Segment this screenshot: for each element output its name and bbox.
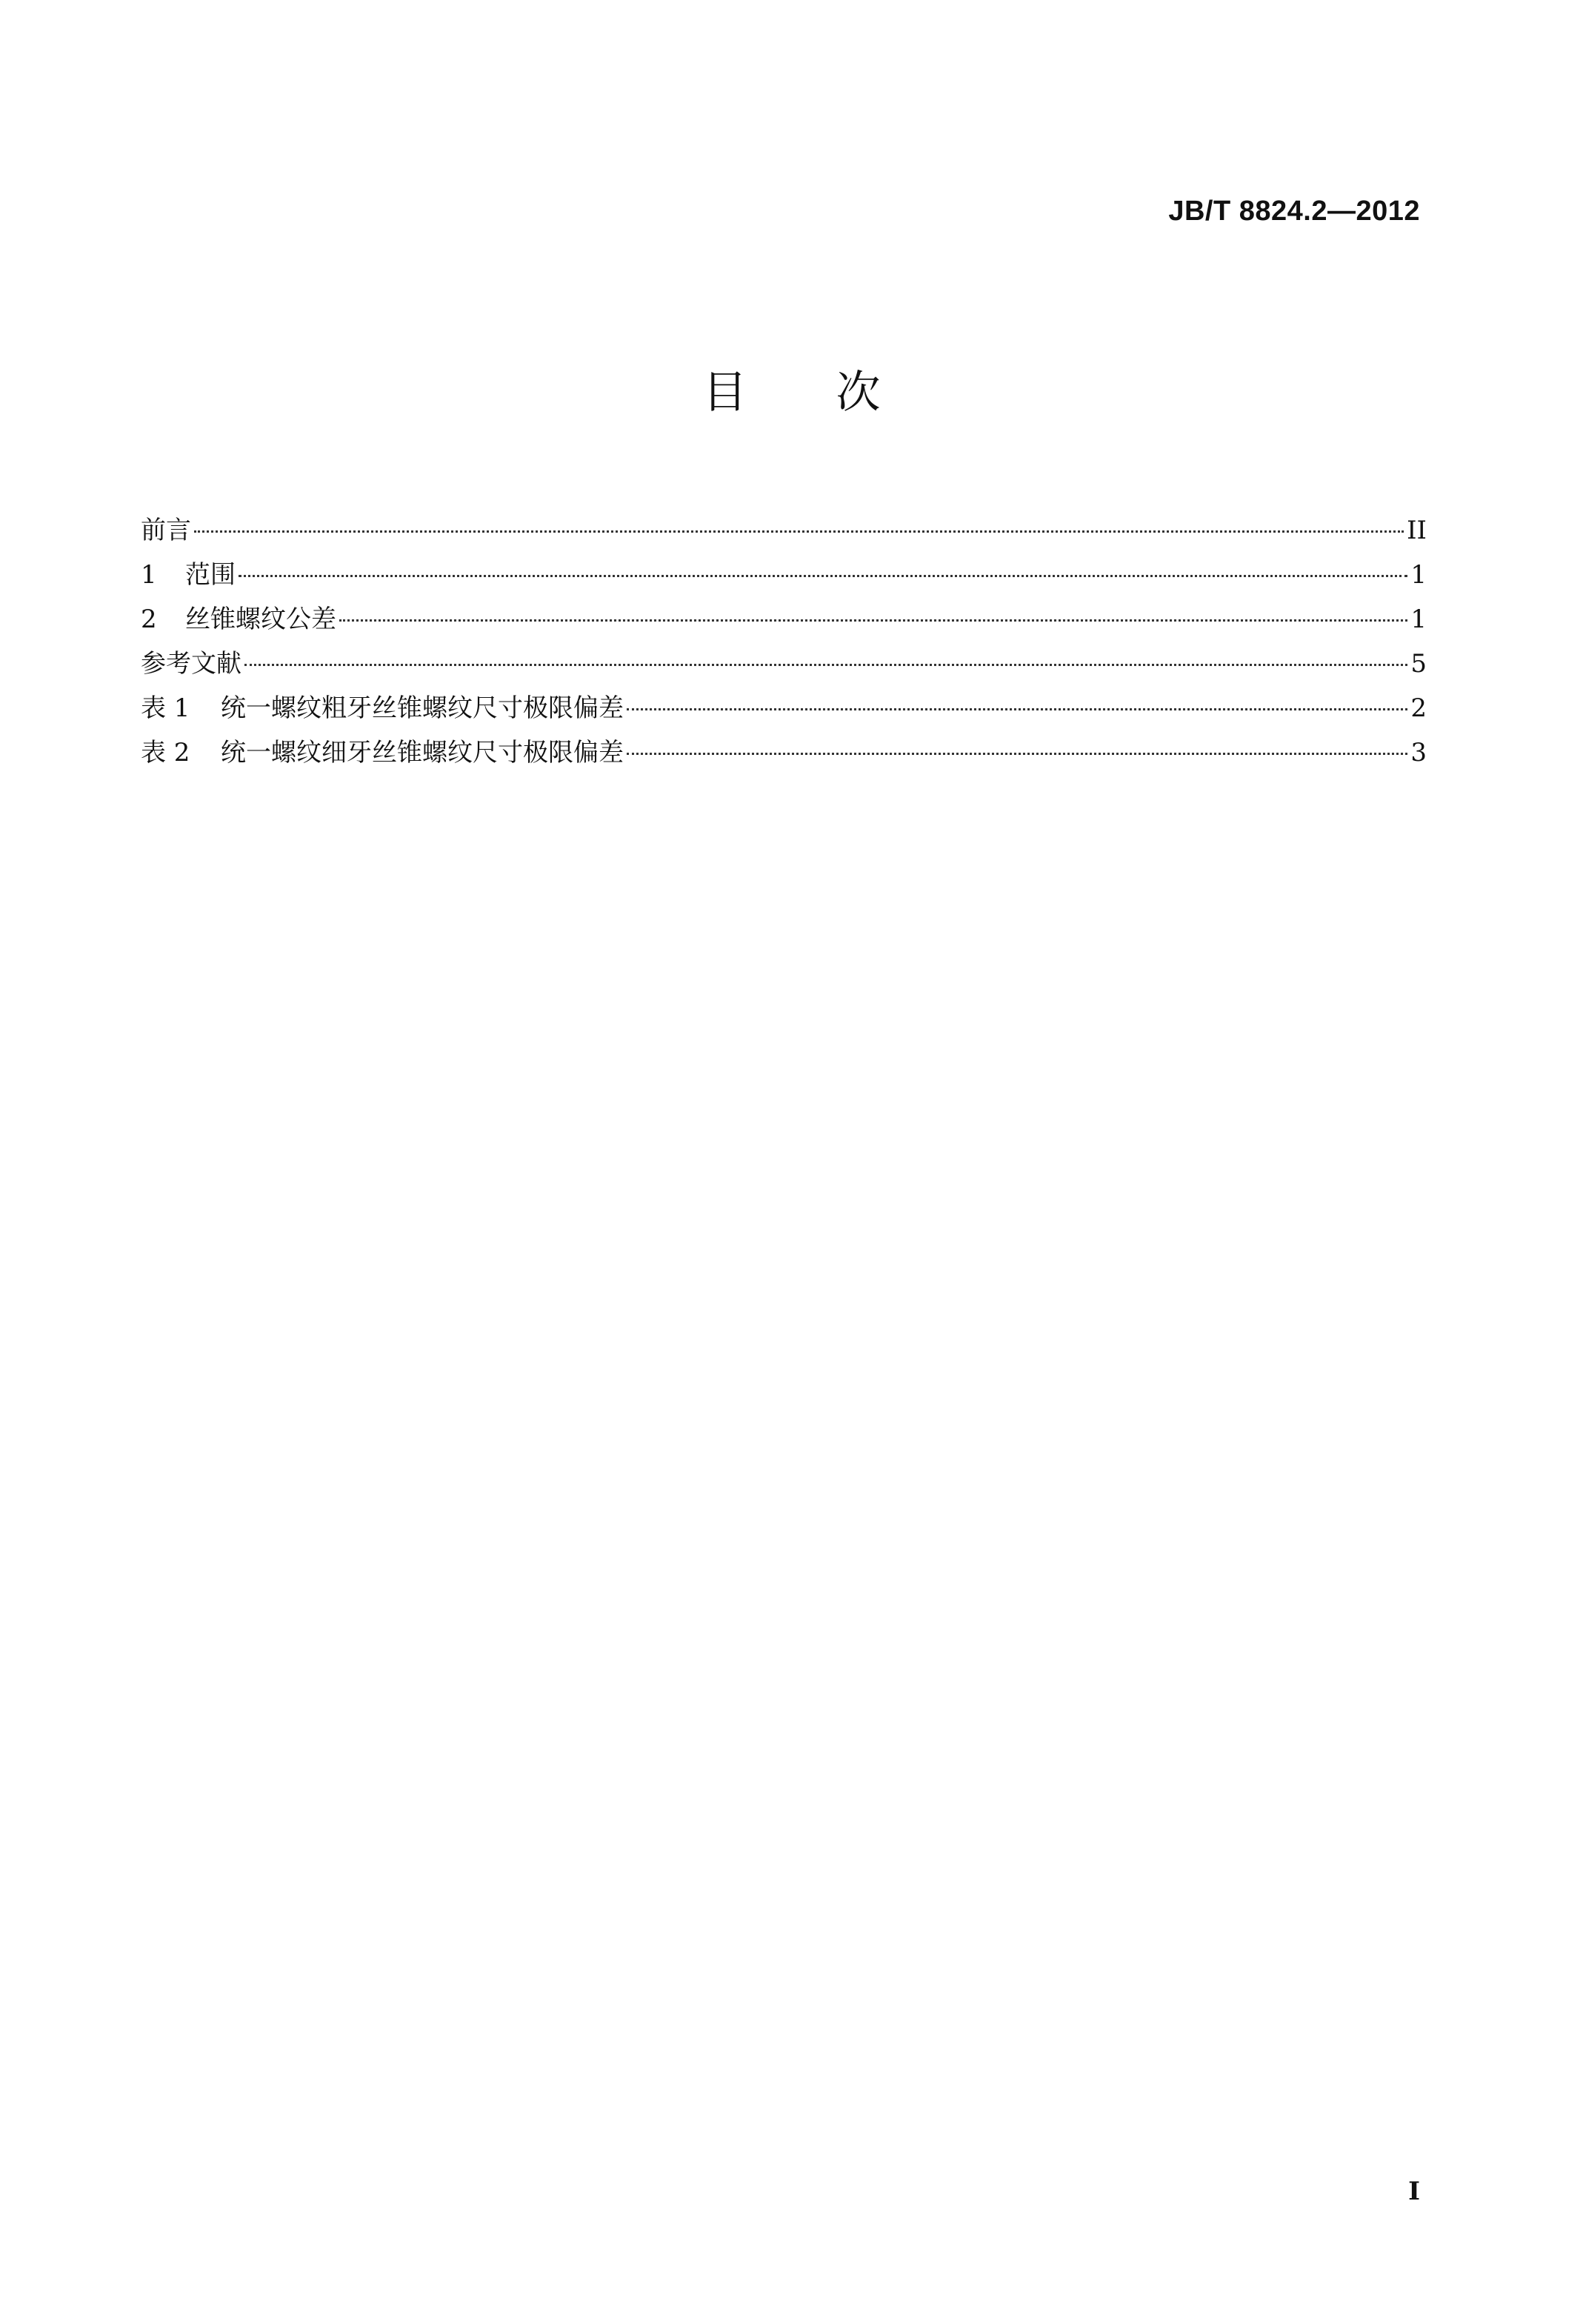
page-number: I: [1408, 2177, 1420, 2206]
toc-dot-leader: [239, 575, 1407, 577]
toc-entry-table-1[interactable]: [141, 686, 1427, 730]
toc-entry-page: 3: [1410, 738, 1427, 768]
toc-entry-label-group: [141, 730, 624, 775]
toc-entry-tap-thread-tolerance[interactable]: [141, 597, 1427, 642]
toc-entry-number: 2: [141, 605, 157, 634]
table-of-contents: [141, 508, 1427, 775]
toc-dot-leader: [339, 619, 1407, 622]
toc-entry-label-group: [141, 686, 624, 730]
toc-entry-page: 5: [1410, 649, 1427, 679]
toc-dot-leader: [244, 664, 1407, 666]
toc-dot-leader: [627, 753, 1407, 755]
toc-entry-number: 表 2: [141, 738, 190, 768]
toc-entry-label: 统一螺纹粗牙丝锥螺纹尺寸极限偏差: [221, 693, 624, 723]
toc-entry-label: 丝锥螺纹公差: [185, 605, 336, 634]
toc-dot-leader: [627, 708, 1407, 710]
toc-entry-page: 2: [1410, 693, 1427, 723]
toc-entry-page: 1: [1410, 605, 1427, 634]
document-code: JB/T 8824.2—2012: [1168, 196, 1420, 227]
toc-entry-label: 参考文献: [141, 649, 241, 679]
toc-entry-bibliography[interactable]: [141, 642, 1427, 686]
toc-title: 目 次: [702, 367, 881, 419]
toc-entry-label-group: [141, 553, 236, 597]
toc-entry-page: 1: [1410, 560, 1427, 590]
toc-dot-leader: [194, 530, 1404, 533]
toc-entry-table-2[interactable]: [141, 730, 1427, 775]
toc-entry-foreword[interactable]: [141, 508, 1427, 553]
toc-entry-label: 范围: [185, 560, 236, 590]
toc-entry-label-group: [141, 508, 191, 553]
toc-entry-label-group: [141, 597, 336, 642]
toc-entry-number: 1: [141, 560, 157, 590]
toc-entry-label-group: [141, 642, 241, 686]
toc-entry-label: 前言: [141, 516, 191, 545]
toc-entry-number: 表 1: [141, 693, 190, 723]
toc-entry-label: 统一螺纹细牙丝锥螺纹尺寸极限偏差: [221, 738, 624, 768]
toc-entry-scope[interactable]: [141, 553, 1427, 597]
toc-entry-page: II: [1407, 516, 1427, 545]
